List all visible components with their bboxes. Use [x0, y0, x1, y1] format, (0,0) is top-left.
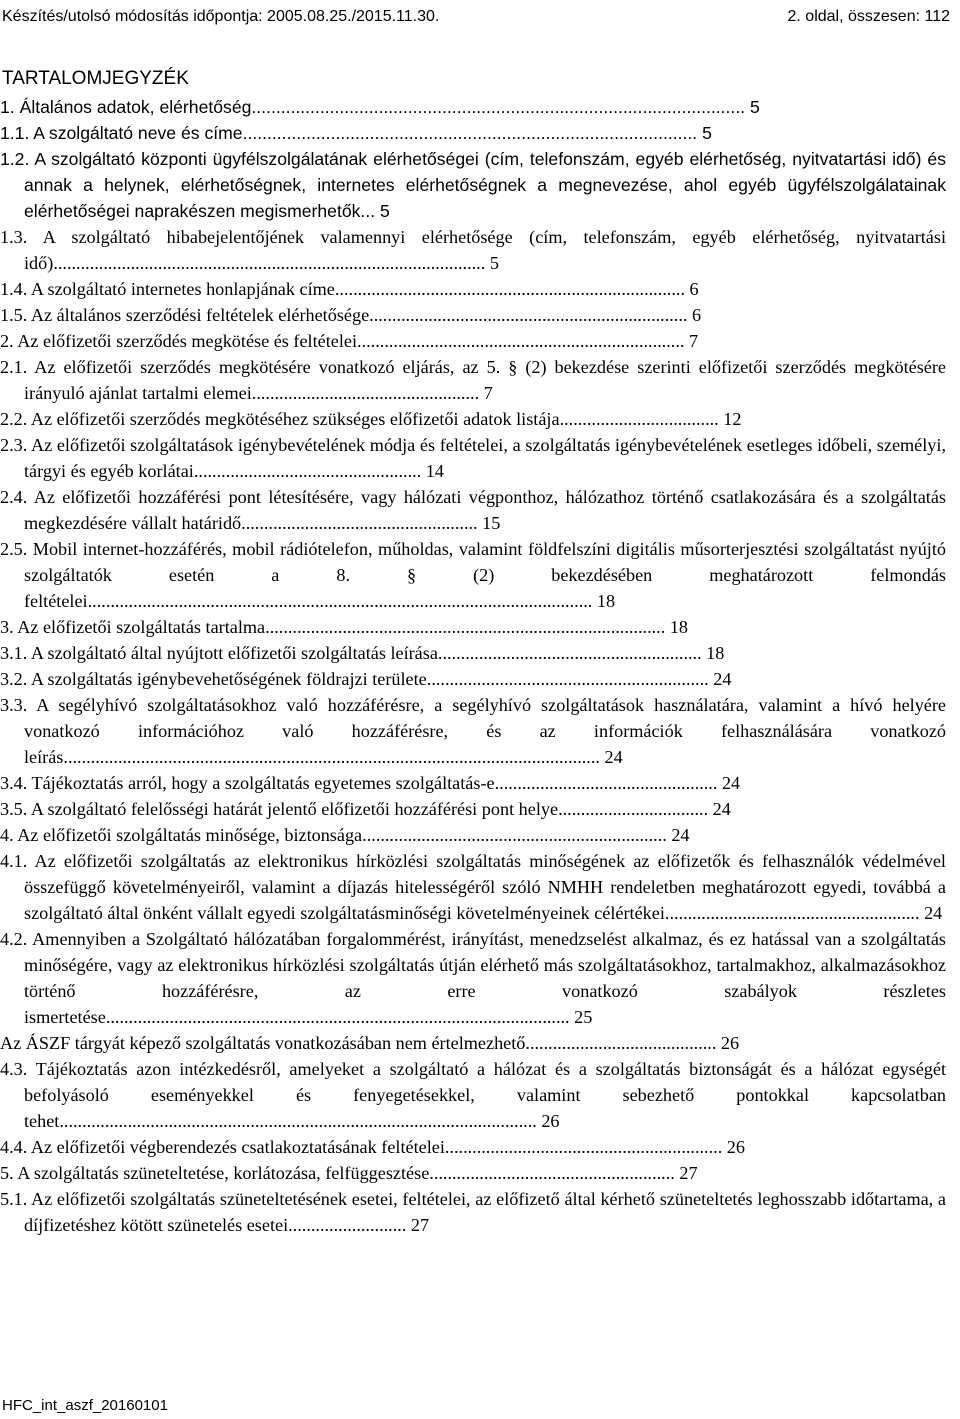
toc-entry-leader: ...	[360, 201, 376, 221]
toc-entry[interactable]	[0, 1186, 960, 1238]
toc-entry-link[interactable]	[0, 435, 946, 481]
toc-entry[interactable]	[0, 406, 960, 432]
header-modification-date: Készítés/utolsó módosítás időpontja: 2005.08.25./2015.11.30.	[2, 8, 440, 25]
toc-entry-page: 24	[712, 799, 731, 819]
toc-entry-number: 2.1.	[0, 357, 28, 377]
toc-entry-title: Az előfizetői szolgáltatás az elektronikus hírközlési szolgáltatás minőségének az előfizetők és felhasználók védelmével összefüggő követelményeiről, valamint a díjazás hitelességéről szóló NMHH rendeletben meghatározott egyedi, továbbá a szolgáltató által önként vállalt egyedi szolgáltatásminőségi követelményeinek célértékei	[24, 851, 946, 923]
toc-entry-page: 18	[669, 617, 688, 637]
toc-entry[interactable]	[0, 146, 960, 224]
toc-entry-title: Az előfizetői szolgáltatás minősége, biztonsága	[17, 825, 363, 845]
toc-entry[interactable]	[0, 354, 960, 406]
toc-entry-leader: ........................................................................	[357, 331, 685, 351]
toc-entry[interactable]	[0, 1134, 960, 1160]
toc-entry-number: 3.4.	[0, 773, 28, 793]
toc-entry-number: 4.3.	[0, 1059, 28, 1079]
toc-entry[interactable]	[0, 536, 960, 614]
toc-entry-number: 5.1.	[0, 1189, 28, 1209]
toc-entry-title: Az általános szerződési feltételek elérhetősége	[30, 305, 370, 325]
toc-entry-title: A szolgáltató felelősségi határát jelentő előfizetői hozzáférési pont helye	[30, 799, 559, 819]
toc-entry[interactable]	[0, 328, 960, 354]
toc-entry-page: 5	[380, 201, 390, 221]
toc-entry-link[interactable]	[0, 799, 731, 819]
toc-entry[interactable]	[0, 1056, 960, 1134]
toc-entry-leader: ........................................................................................	[265, 617, 666, 637]
toc-entry-page: 26	[726, 1137, 745, 1157]
toc-entry-title: A szolgáltató internetes honlapjának címe	[30, 279, 335, 299]
toc-entry-page: 6	[691, 305, 702, 325]
toc-entry-number: 4.1.	[0, 851, 28, 871]
toc-entry-link[interactable]	[0, 305, 701, 325]
toc-entry-title: A szolgáltató központi ügyfélszolgálatának elérhetőségei (cím, telefonszám, egyéb elérhetőség, nyitvatartási idő) és annak a helynek, elérhetőségnek, internetes elérhetőségnek a megnevezése, ahol egyéb ügyfélszolgálatainak elérhetőségei naprakészen megismerhetők	[24, 149, 946, 221]
toc-entry-leader: .........................................................................................................	[59, 1111, 537, 1131]
toc-entry-leader: .............................................................................	[334, 279, 685, 299]
toc-entry-page: 26	[541, 1111, 560, 1131]
toc-entry-leader: .................................................	[494, 773, 718, 793]
toc-entry-link[interactable]	[0, 279, 699, 299]
toc-entry[interactable]	[0, 926, 960, 1030]
toc-entry-link[interactable]	[0, 227, 946, 273]
toc-entry-page: 24	[671, 825, 690, 845]
toc-entry[interactable]	[0, 1030, 960, 1056]
toc-entry[interactable]	[0, 848, 960, 926]
toc-entry-link[interactable]	[0, 357, 946, 403]
toc-entry-title: A szolgáltatás szüneteltetése, korlátozása, felfüggesztése	[17, 1163, 430, 1183]
page-footer: HFC_int_aszf_20160101	[2, 1397, 168, 1414]
toc-entry-link[interactable]	[0, 643, 724, 663]
toc-entry-page: 5	[749, 97, 760, 117]
toc-entry-number: 5.	[0, 1163, 14, 1183]
toc-entry-leader: ...................................	[559, 409, 719, 429]
toc-entry-link[interactable]	[0, 149, 946, 221]
toc-entry-link[interactable]	[0, 1163, 698, 1183]
toc-entry-number: 3.5.	[0, 799, 28, 819]
toc-entry-number: 1.1.	[0, 123, 30, 143]
toc-entry-leader: .........................................	[529, 1033, 717, 1053]
toc-entry-leader: ..........................................................	[437, 643, 702, 663]
toc-entry-leader: ...............................................................................................................	[87, 591, 593, 611]
toc-entry-page: 14	[425, 461, 444, 481]
toc-entry-page: 27	[679, 1163, 698, 1183]
toc-entry-leader: ...................................................................	[362, 825, 667, 845]
toc-entry[interactable]	[0, 224, 960, 276]
toc-entry-page: 7	[483, 383, 493, 403]
toc-entry-leader: ..............................................................	[426, 669, 709, 689]
toc-entry[interactable]	[0, 276, 960, 302]
toc-entry-title: A segélyhívó szolgáltatásokhoz való hozzáférésre, a segélyhívó szolgáltatások használatára, valamint a hívó helyére vonatkozó információhoz való hozzáférésre, és az információk felhasználására vonatkozó leírás	[24, 695, 947, 767]
toc-entry-page: 18	[596, 591, 616, 611]
toc-entry-leader: ......................................................	[429, 1163, 675, 1183]
toc-entry-page: 18	[706, 643, 725, 663]
toc-entry-page: 6	[689, 279, 699, 299]
page-header	[0, 0, 960, 34]
toc-entry-link[interactable]	[0, 487, 946, 533]
toc-entry[interactable]	[0, 640, 960, 666]
toc-entry-link[interactable]	[0, 851, 946, 923]
toc-entry-title: Általános adatok, elérhetőség	[19, 97, 252, 117]
toc-entry[interactable]	[0, 94, 960, 120]
toc-entry-title: A szolgáltató hibabejelentőjének valamennyi elérhetősége (cím, telefonszám, egyéb elérhetőség, nyitvatartási idő)	[24, 227, 947, 273]
toc-entry-number: 2.	[0, 331, 14, 351]
header-page-number: 2. oldal, összesen: 112	[787, 8, 950, 25]
toc-entry-leader: ..................................................	[251, 383, 480, 403]
toc-entry[interactable]	[0, 302, 960, 328]
toc-entry-number: 3.3.	[0, 695, 28, 715]
toc-entry[interactable]	[0, 614, 960, 640]
toc-entry-number: 3.1.	[0, 643, 28, 663]
toc-entry[interactable]	[0, 692, 960, 770]
toc-entry-page: 24	[713, 669, 732, 689]
toc-title: TARTALOMJEGYZÉK	[2, 68, 189, 89]
toc-entry-title: Tájékoztatás azon intézkedésről, amelyeket a szolgáltató a hálózat és a szolgáltatás biztonságát és a hálózat egységét befolyásoló eseményekkel és fenyegetésekkel, valamint sebezhető pontokkal kapcsolatban tehet	[24, 1059, 947, 1131]
toc-entry-leader: .....................................................................................................	[251, 97, 746, 117]
toc-entry-page: 24	[604, 747, 623, 767]
toc-entry-number: 1.	[0, 97, 15, 117]
toc-entry-title: Az előfizetői végberendezés csatlakoztatásának feltételei	[30, 1137, 445, 1157]
toc-entry-link[interactable]	[0, 1137, 745, 1157]
toc-entry-title: Az előfizetői szerződés megkötésére vonatkozó eljárás, az 5. § (2) bekezdése szerinti előfizetői szerződés megkötésére irányuló ajánlat tartalmi elemei	[24, 357, 947, 403]
toc-entry-page: 24	[924, 903, 943, 923]
toc-entry-number: 4.4.	[0, 1137, 28, 1157]
toc-entry[interactable]	[0, 666, 960, 692]
toc-entry-title: Tájékoztatás arról, hogy a szolgáltatás egyetemes szolgáltatás-e	[31, 773, 495, 793]
toc-entry-leader: ....................................................	[241, 513, 478, 533]
table-of-contents	[0, 94, 960, 1238]
toc-entry-leader: ......................................................................	[369, 305, 688, 325]
toc-entry-number: 1.2.	[0, 149, 30, 169]
toc-entry-link[interactable]	[0, 331, 698, 351]
toc-entry-leader: ........................................................	[664, 903, 920, 923]
toc-entry-number: 1.3.	[0, 227, 28, 247]
toc-entry-title: Az előfizetői szerződés megkötése és feltételei	[17, 331, 358, 351]
toc-entry-page: 27	[410, 1215, 430, 1235]
toc-entry-page: 26	[720, 1033, 740, 1053]
toc-entry-page: 15	[482, 513, 501, 533]
toc-entry-title: Az ÁSZF tárgyát képező szolgáltatás vonatkozásában nem értelmezhető.	[0, 1033, 530, 1053]
toc-entry-title: Mobil internet-hozzáférés, mobil rádiótelefon, műholdas, valamint földfelszíni digitális műsorterjesztési szolgáltatást nyújtó szolgáltatók esetén a 8. § (2) bekezdésében meghatározott felmondás feltételei	[24, 539, 946, 611]
toc-entry-link[interactable]	[0, 97, 760, 117]
toc-entry-page: 5	[702, 123, 712, 143]
toc-entry-title: Az előfizetői szolgáltatások igénybevételének módja és feltételei, a szolgáltatás igénybevételének esetleges időbeli, személyi, tárgyi és egyéb korlátai	[24, 435, 946, 481]
toc-entry-link[interactable]	[0, 409, 741, 429]
toc-entry-leader: ..................................................	[193, 461, 422, 481]
toc-entry-link[interactable]	[0, 695, 946, 767]
toc-entry-link[interactable]	[0, 123, 712, 143]
toc-entry-leader: ..........................	[288, 1215, 407, 1235]
toc-entry-link[interactable]	[0, 1059, 946, 1131]
toc-entry-number: 4.2.	[0, 929, 28, 949]
toc-entry-title: A szolgáltató által nyújtott előfizetői szolgáltatás leírása	[30, 643, 438, 663]
toc-entry-leader: ......................................................................................................................	[63, 747, 600, 767]
toc-entry-page: 25	[574, 1007, 593, 1027]
toc-entry-number: 2.5.	[0, 539, 28, 559]
toc-entry-page: 24	[721, 773, 741, 793]
toc-entry-title: Az előfizetői hozzáférési pont létesítésére, vagy hálózati végponthoz, hálózathoz történő csatlakozására és a szolgáltatás megkezdésére vállalt határidő	[24, 487, 946, 533]
toc-entry[interactable]	[0, 432, 960, 484]
toc-entry-link[interactable]	[0, 539, 946, 611]
toc-entry-leader: ...............................................................................................	[53, 253, 486, 273]
toc-entry[interactable]	[0, 120, 960, 146]
toc-entry-leader: ......................................................................................................	[105, 1007, 570, 1027]
toc-entry-number: 2.4.	[0, 487, 28, 507]
toc-entry-link[interactable]	[0, 773, 740, 793]
toc-entry[interactable]	[0, 822, 960, 848]
toc-entry-title: Az előfizetői szolgáltatás szüneteltetésének esetei, feltételei, az előfizető által kérhető szüneteltetés leghosszabb időtartama, a díjfizetéshez kötött szünetelés esetei	[24, 1189, 946, 1235]
toc-entry-leader: .................................	[558, 799, 709, 819]
toc-entry-link[interactable]	[0, 617, 688, 637]
toc-entry-title: Az előfizetői szolgáltatás tartalma	[17, 617, 266, 637]
toc-entry-page: 5	[489, 253, 499, 273]
toc-entry[interactable]	[0, 484, 960, 536]
toc-entry-number: 1.4.	[0, 279, 28, 299]
toc-entry-number: 4.	[0, 825, 14, 845]
toc-entry-leader: .............................................................	[444, 1137, 723, 1157]
toc-entry-number: 2.2.	[0, 409, 28, 429]
toc-entry-number: 3.2.	[0, 669, 28, 689]
toc-entry[interactable]	[0, 796, 960, 822]
toc-entry-leader: .............................................................................................	[242, 123, 698, 143]
toc-entry-title: A szolgáltató neve és címe	[33, 123, 243, 143]
toc-entry-title: Az előfizetői szerződés megkötéséhez szükséges előfizetői adatok listája	[30, 409, 560, 429]
toc-entry-number: 2.3.	[0, 435, 28, 455]
toc-entry-link[interactable]	[0, 825, 690, 845]
toc-entry-page: 12	[723, 409, 742, 429]
toc-entry-number: 1.5.	[0, 305, 28, 325]
toc-entry-title: Amennyiben a Szolgáltató hálózatában forgalommérést, irányítást, menedzselést alkalmaz, és ez hatással van a szolgáltatás minőségére, vagy az elektronikus hírközlési szolgáltatás útján elérhető más szolgáltatásokhoz, tartalmakhoz, alkalmazásokhoz történő hozzáférésre, az erre vonatkozó szabályok részletes ismertetése	[24, 929, 946, 1027]
toc-entry-link[interactable]	[0, 1033, 739, 1053]
toc-entry[interactable]	[0, 1160, 960, 1186]
toc-entry-title: A szolgáltatás igénybevehetőségének földrajzi területe	[30, 669, 427, 689]
toc-entry[interactable]	[0, 770, 960, 796]
toc-entry-link[interactable]	[0, 1189, 946, 1235]
toc-entry-page: 7	[688, 331, 699, 351]
toc-entry-link[interactable]	[0, 929, 946, 1027]
toc-entry-link[interactable]	[0, 669, 731, 689]
toc-entry-number: 3.	[0, 617, 14, 637]
